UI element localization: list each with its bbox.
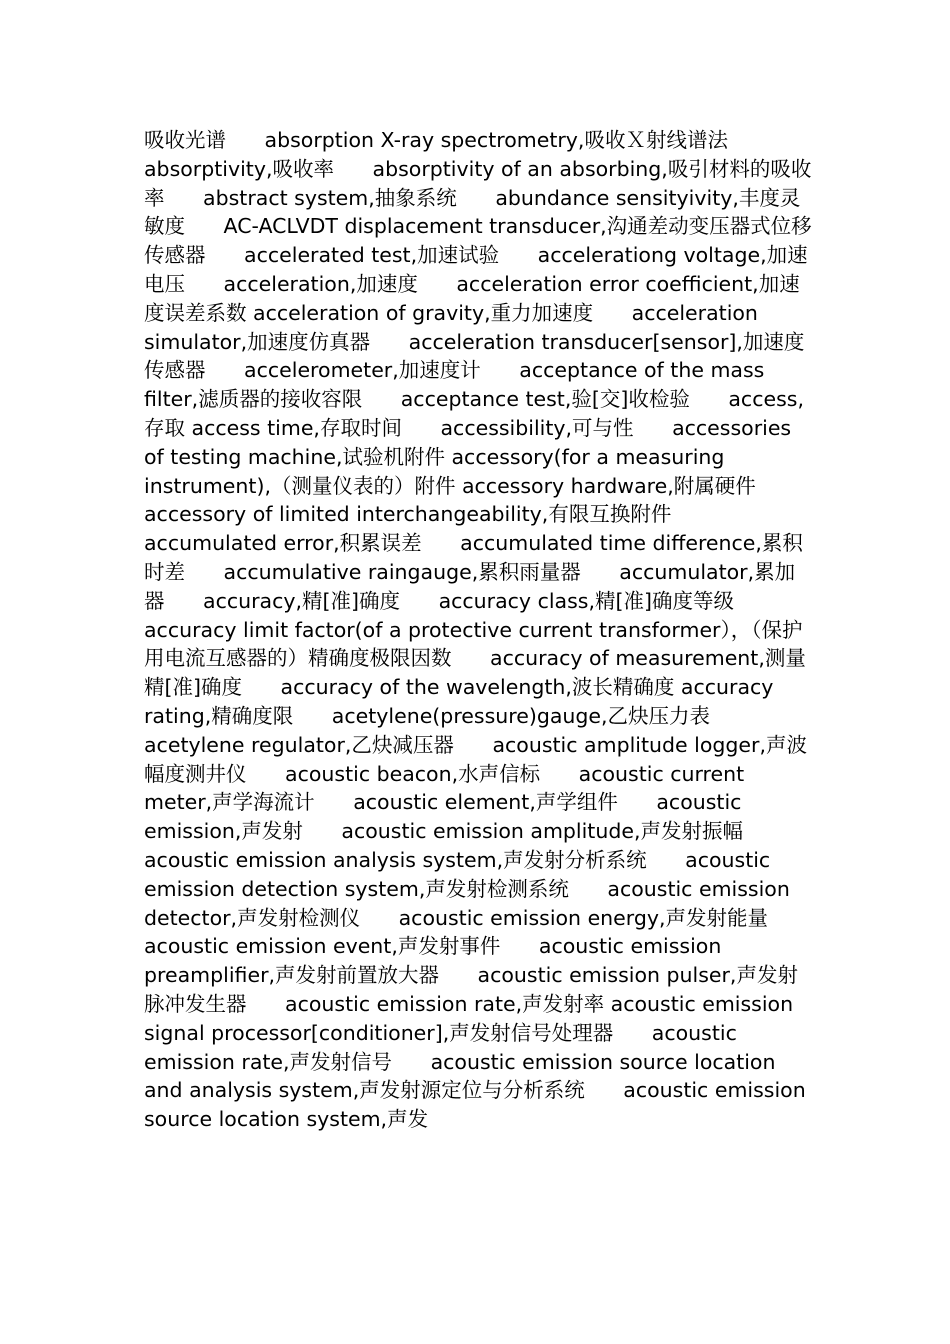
glossary-entry: acoustic current meter,声学海流计: [144, 761, 745, 815]
glossary-entry: acceleration transducer[sensor],加速度传感器: [144, 329, 805, 383]
glossary-entry: acceptance test,验[交]收检验: [400, 387, 690, 412]
glossary-entry: acoustic emission,声发射: [144, 790, 742, 844]
glossary-entry: acoustic element,声学组件: [353, 790, 618, 815]
glossary-entry: 吸收光谱: [144, 128, 226, 152]
glossary-entry: accelerated test,加速试验: [244, 243, 500, 268]
glossary-entry: accelerationg voltage,加速电压: [144, 243, 808, 296]
glossary-entry: accessory of limited interchangeability,有限互换附件: [144, 502, 672, 527]
glossary-entry: acceptance of the mass filter,滤质器的接收容限: [144, 358, 765, 412]
glossary-entry: acoustic emission preamplifier,声发射前置放大器: [144, 934, 722, 988]
glossary-entry: acoustic emission amplitude,声发射振幅: [341, 819, 743, 844]
glossary-entry: acoustic emission rate,声发射率 acoustic emission signal processor[conditioner],声发射信号处理器: [144, 991, 794, 1045]
glossary-entry: acceleration simulator,加速度仿真器: [144, 300, 758, 354]
glossary-entry: acetylene(pressure)gauge,乙炔压力表: [331, 703, 711, 728]
glossary-entry: abstract system,抽象系统: [203, 185, 457, 210]
glossary-entry: absorption X-ray spectrometry,吸收Ｘ射线谱法 absorptivity,吸收率: [144, 128, 728, 181]
glossary-entry: acoustic beacon,水声信标: [285, 761, 541, 786]
glossary-paragraph: [144, 126, 814, 1134]
glossary-entry: access,存取 access time,存取时间: [144, 387, 804, 440]
glossary-entry: acoustic emission energy,声发射能量: [398, 905, 769, 930]
glossary-entry: accumulator,累加器: [144, 559, 796, 613]
glossary-entry: acoustic emission source location system,声发: [144, 1078, 806, 1132]
glossary-entry: acoustic emission detector,声发射检测仪: [144, 876, 790, 930]
glossary-entry: accuracy of measurement,测量精[准]确度: [144, 646, 806, 700]
glossary-entry: acoustic emission analysis system,声发射分析系统: [144, 847, 647, 872]
glossary-entry: accuracy of the wavelength,波长精确度 accuracy rating,精确度限: [144, 675, 774, 728]
glossary-entry: accessories of testing machine,试验机附件 accessory(for a measuring instrument),（测量仪表的）附件 accessory hardware,附属硬件: [144, 415, 792, 498]
glossary-entry: accessibility,可与性: [440, 415, 634, 440]
glossary-entry: AC-ACLVDT displacement transducer,沟通差动变压器式位移传感器: [144, 214, 812, 268]
glossary-entry: accumulated error,积累误差: [144, 531, 422, 556]
glossary-entry: abundance sensityivity,丰度灵敏度: [144, 185, 801, 239]
glossary-entry: accuracy limit factor(of a protective current transformer），（保护用电流互感器的）精确度极限因数: [144, 617, 803, 671]
glossary-entry: accumulative raingauge,累积雨量器: [223, 559, 581, 584]
glossary-entry: acoustic emission source location and analysis system,声发射源定位与分析系统: [144, 1049, 776, 1103]
glossary-entry: acceleration error coefficient,加速度误差系数 acceleration of gravity,重力加速度: [144, 271, 800, 325]
glossary-entry: accuracy class,精[准]确度等级: [438, 588, 734, 613]
glossary-entry: acetylene regulator,乙炔减压器: [144, 732, 454, 757]
glossary-entry: accelerometer,加速度计: [244, 358, 481, 383]
glossary-entry: accumulated time difference,累积时差: [144, 531, 803, 584]
glossary-entry: acceleration,加速度: [223, 271, 418, 296]
glossary-entry: acoustic amplitude logger,声波幅度测井仪: [144, 732, 807, 786]
glossary-entry: acoustic emission detection system,声发射检测系统: [144, 847, 771, 901]
glossary-entry: acoustic emission pulser,声发射脉冲发生器: [144, 963, 798, 1016]
glossary-entry: absorptivity of an absorbing,吸引材料的吸收率: [144, 156, 812, 210]
glossary-entry: acoustic emission event,声发射事件: [144, 934, 501, 959]
glossary-entry: accuracy,精[准]确度: [203, 588, 401, 613]
glossary-entry: acoustic emission rate,声发射信号: [144, 1020, 737, 1074]
